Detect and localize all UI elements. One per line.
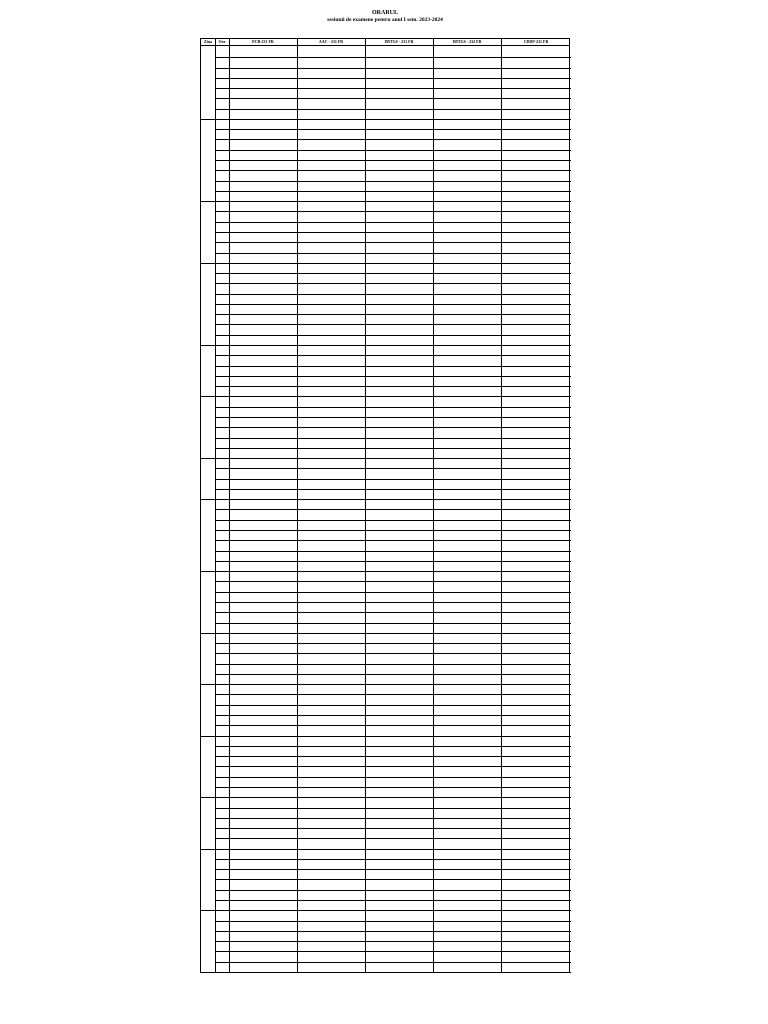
day-block (201, 499, 571, 571)
column-header-group-5: CDDP-231 FR (523, 39, 549, 44)
day-block (201, 736, 571, 798)
page-title: ORARUL (371, 10, 398, 16)
header-divider (201, 45, 569, 46)
day-block (201, 633, 571, 684)
day-block (201, 571, 571, 633)
column-header-group-4: IMTGS - 232 FR (452, 39, 482, 44)
day-block (201, 396, 571, 458)
day-block (201, 797, 571, 848)
day-block (201, 849, 571, 911)
day-block (201, 684, 571, 735)
page-subtitle: sesiunii de examene pentru anul I sem. 2023-2024 (327, 17, 443, 23)
day-block (201, 458, 571, 499)
column-header-group-2: AAC - 231 FR (318, 39, 344, 44)
day-divider (201, 972, 571, 973)
column-header-day: Ziua (203, 39, 212, 44)
column-header-group-3: IMTGS - 231 FR (384, 39, 414, 44)
schedule-table (200, 38, 570, 973)
day-block (201, 910, 571, 972)
column-header-hour: Ora (218, 39, 226, 44)
day-block (201, 345, 571, 396)
day-block (201, 201, 571, 263)
day-block (201, 119, 571, 201)
day-block (201, 263, 571, 345)
day-block (201, 47, 571, 119)
column-header-group-1: PCB-231 FR (252, 39, 274, 44)
